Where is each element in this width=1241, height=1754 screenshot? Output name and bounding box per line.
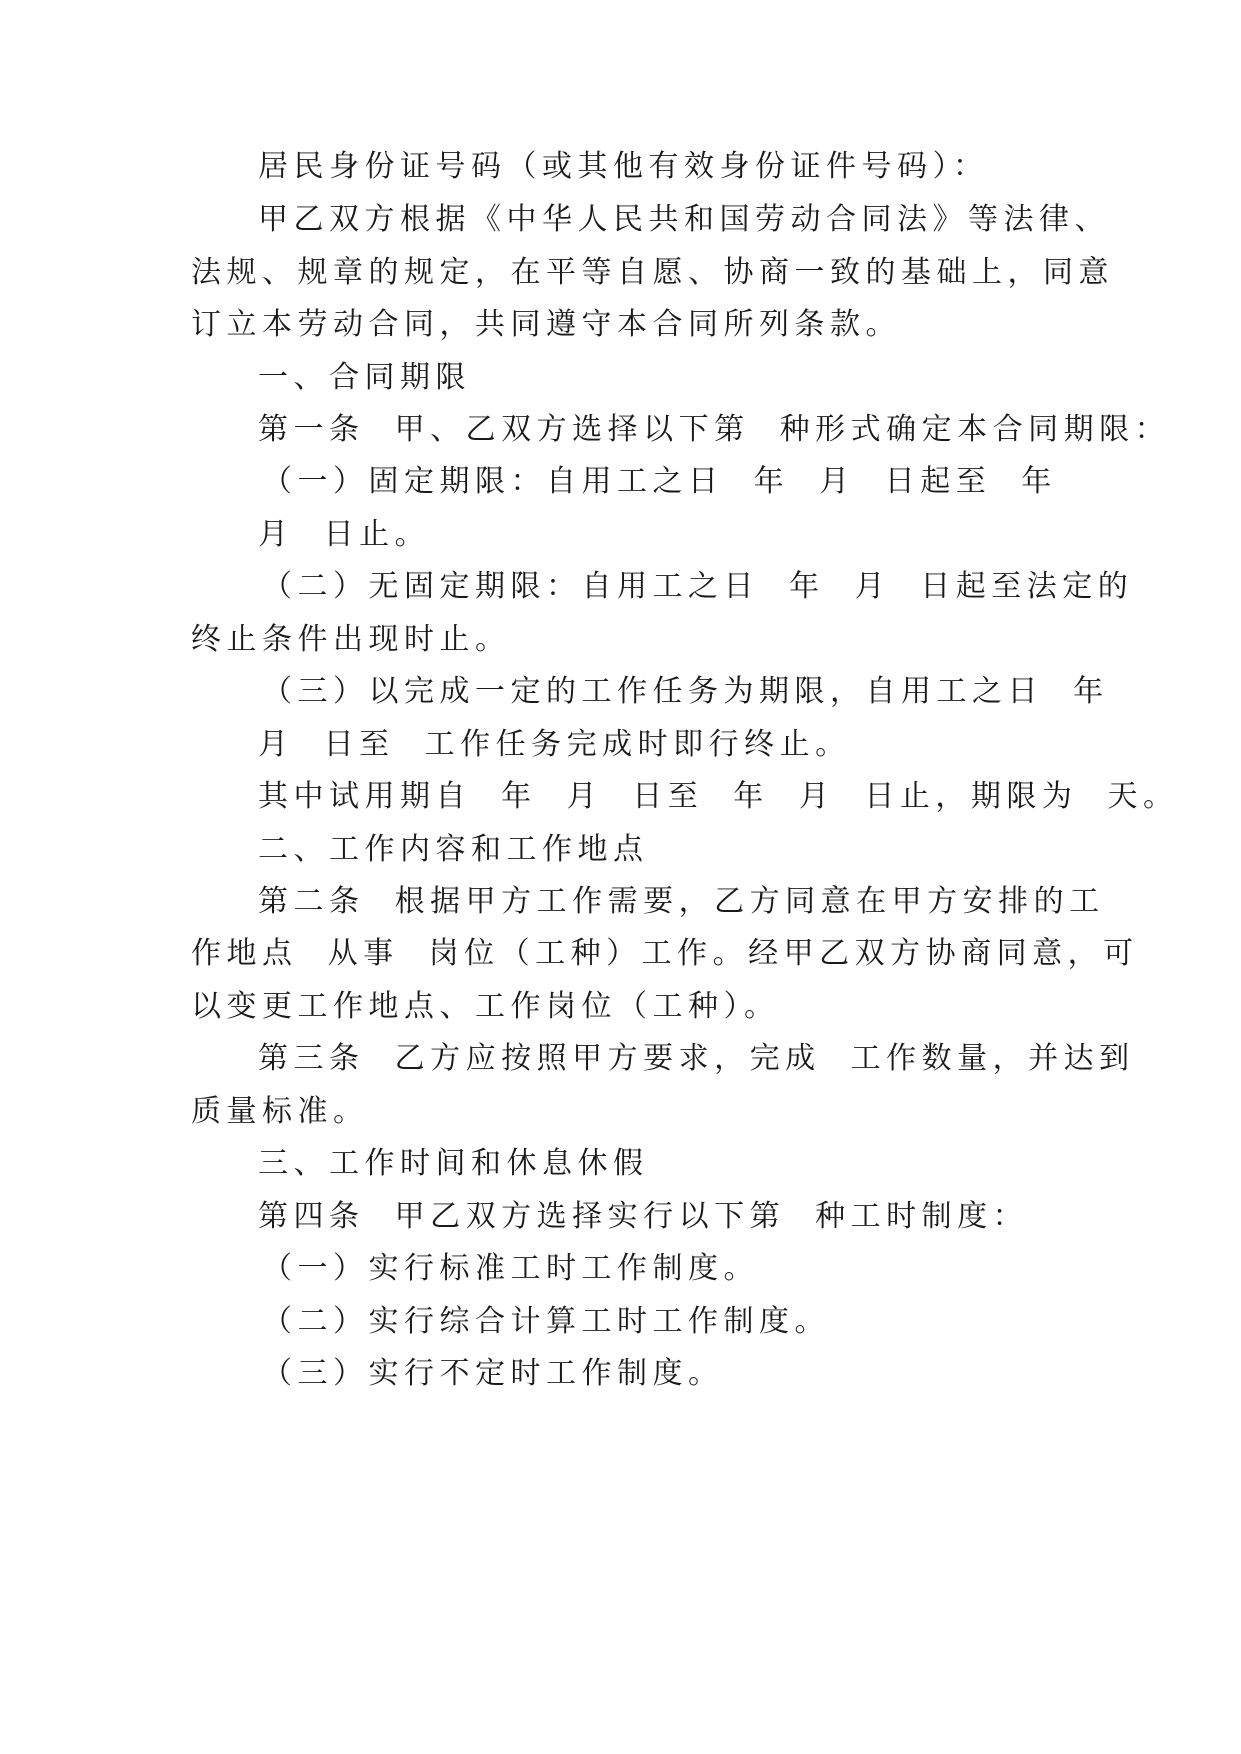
option-open-term-cont: 终止条件出现时止。: [191, 622, 511, 657]
id-number-line: 居民身份证号码（或其他有效身份证件号码）：: [258, 149, 989, 184]
article-2: 第二条 根据甲方工作需要，乙方同意在甲方安排的工: [258, 884, 1105, 919]
article-1: 第一条 甲、乙双方选择以下第 种形式确定本合同期限：: [258, 412, 1171, 447]
preamble-line-2: 法规、规章的规定，在平等自愿、协商一致的基础上，同意: [191, 255, 1114, 290]
option-fixed-term: （一）固定期限：自用工之日 年 月 日起至 年: [262, 464, 1057, 499]
option-fixed-term-cont: 月 日止。: [258, 517, 431, 552]
article-2-cont-2: 以变更工作地点、工作岗位（工种）。: [191, 989, 780, 1024]
option-flexible-hours: （三）实行不定时工作制度。: [262, 1356, 724, 1391]
option-task-term-cont: 月 日至 工作任务完成时即行终止。: [258, 727, 851, 762]
article-2-cont-1: 作地点 从事 岗位（工种）工作。经甲乙双方协商同意，可: [191, 936, 1139, 971]
article-3-cont: 质量标准。: [191, 1094, 369, 1129]
article-3: 第三条 乙方应按照甲方要求，完成 工作数量，并达到: [258, 1041, 1135, 1076]
option-comprehensive-hours: （二）实行综合计算工时工作制度。: [262, 1304, 830, 1339]
probation-period-line: 其中试用期自 年 月 日至 年 月 日止，期限为 天。: [258, 779, 1179, 814]
section-heading-working-hours: 三、工作时间和休息休假: [258, 1146, 649, 1181]
option-open-term: （二）无固定期限：自用工之日 年 月 日起至法定的: [262, 569, 1134, 604]
preamble-line-1: 甲乙双方根据《中华人民共和国劳动合同法》等法律、: [258, 202, 1110, 237]
article-4: 第四条 甲乙双方选择实行以下第 种工时制度：: [258, 1199, 1029, 1234]
option-task-term: （三）以完成一定的工作任务为期限，自用工之日 年: [262, 674, 1109, 709]
option-standard-hours: （一）实行标准工时工作制度。: [262, 1251, 759, 1286]
preamble-line-3: 订立本劳动合同，共同遵守本合同所列条款。: [191, 307, 901, 342]
section-heading-contract-term: 一、合同期限: [258, 360, 471, 395]
section-heading-work-content: 二、工作内容和工作地点: [258, 832, 649, 867]
